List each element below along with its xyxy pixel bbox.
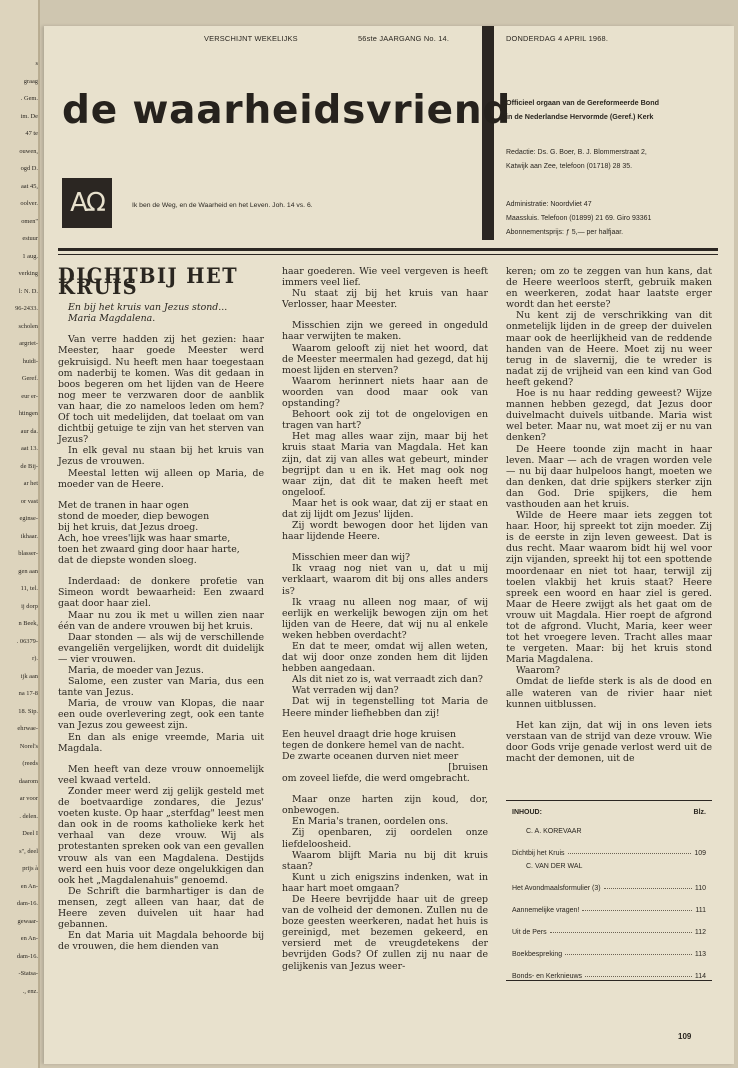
article-paragraph: Zij openbaren, zij oordelen onze liefdeloosheid.	[282, 827, 488, 850]
article-paragraph: En dat te meer, omdat wij allen weten, dat wij door onze zonden hem dit lijden hebben aangedaan.	[282, 641, 488, 675]
alpha-omega-logo: AΩ	[62, 178, 112, 228]
editors-line-2: Katwijk aan Zee, telefoon (01718) 28 35.	[506, 163, 633, 170]
article-paragraph: Zonder meer werd zij gelijk gesteld met de boetvaardige zondares, die Jezus' voeten kuste. Op haar „sterfdag" leest men dan ook in de rooms katholieke kerk het verhaal van deze vrouw. Wij als protestanten spreken ook van een gevallen vrouw als van een Magdalena. Destijds werd een huis voor deze ongelukkigen dan ook het „Magdalenahuis" genoemd.	[58, 785, 264, 886]
article-paragraph: haar goederen. Wie veel vergeven is heeft immers veel lief.	[282, 266, 488, 289]
contents-page: 109	[694, 850, 706, 857]
article-paragraph: En dat Maria uit Magdala behoorde bij de vrouwen, die hem dienden van	[58, 930, 264, 953]
contents-entry	[506, 835, 712, 857]
organ-line-1: Officieel orgaan van de Gereformeerde Bond	[506, 98, 659, 107]
article-paragraph: Maar nu zou ik met u willen zien naar één van de andere vrouwen bij het kruis.	[58, 609, 264, 632]
margin-fragment: estuur	[22, 235, 38, 242]
article-paragraph: Nu staat zij bij het kruis van haar Verlosser, haar Meester.	[282, 288, 488, 311]
verse-line: dat de diepste wonden sloeg.	[58, 555, 197, 567]
article-headline: DICHTBIJ HET KRUIS	[58, 263, 239, 300]
margin-fragment: im. De	[20, 112, 38, 120]
margin-fragment: ikhaar.	[20, 532, 38, 540]
margin-fragment: -Statsa-	[18, 970, 38, 977]
margin-fragment: s	[35, 60, 38, 67]
article-paragraph: Kunt u zich enigszins indenken, wat in haar hart moet omgaan?	[282, 871, 488, 894]
contents-page-label: Blz.	[693, 809, 706, 816]
margin-fragment: gen aan	[18, 567, 38, 575]
contents-page: 113	[694, 951, 706, 958]
article-paragraph: Omdat de liefde sterk is als de dood en alle wateren van de rivier haar niet kunnen uitblussen.	[506, 676, 712, 710]
contents-label: INHOUD:	[512, 809, 542, 816]
margin-fragment: ehrwae-	[17, 725, 38, 732]
contents-title: Boekbespreking	[512, 951, 563, 958]
margin-fragment: omen"	[21, 217, 38, 225]
article-paragraph: Dat wij in tegenstelling tot Maria de Heere minder liefhebben dan zij!	[282, 696, 488, 719]
margin-fragment: . 06379-	[16, 637, 38, 645]
adjacent-page-strip	[0, 0, 40, 1068]
margin-fragment: daarom	[18, 777, 38, 785]
margin-fragment: Norel's	[19, 742, 38, 750]
dot-leader	[582, 910, 692, 911]
margin-fragment: 18. Sip.	[18, 707, 38, 715]
margin-fragment: gewaar-	[17, 917, 38, 925]
margin-fragment: . delen.	[19, 812, 38, 820]
article-paragraph: Misschien zijn we gereed in ongeduld haar verwijten te maken.	[282, 320, 488, 343]
article-paragraph: Ik vraag nog niet van u, dat u mij verklaart, waarom dit bij ons alles anders is?	[282, 563, 488, 597]
margin-fragment: huidi-	[22, 357, 38, 365]
margin-fragment: ij dorp	[21, 602, 38, 610]
margin-fragment: aat 13.	[20, 445, 38, 452]
contents-title: Uit de Pers	[512, 929, 547, 936]
article-paragraph: Ik vraag nu alleen nog maar, of wij eerlijk en werkelijk bewogen zijn om het lijden van de Heere, dat wij nu al enkele weken hebben overdacht?	[282, 596, 488, 641]
article-paragraph: De Schrift die barmhartiger is dan de mensen, zegt alleen van haar, dat de Heere zeven duivelen uit haar had gebannen.	[58, 885, 264, 931]
margin-fragment: verking	[18, 270, 38, 277]
margin-fragment: 47 te	[25, 130, 38, 137]
margin-fragment: Deel I	[22, 830, 38, 837]
margin-fragment: (reeds	[22, 760, 38, 767]
margin-fragment: ogd D.	[20, 165, 38, 172]
verse-line: De zwarte oceanen durven niet meer	[282, 750, 459, 762]
verse-line: Ach, hoe vrees'lijk was haar smarte,	[58, 532, 231, 544]
masthead-rule-thick	[58, 248, 718, 251]
article-paragraph: Hoe is nu haar redding geweest? Wijze mannen hebben gezegd, dat Jezus door duivelmacht duivels uitbande. Maria wist wel beter. Maar nu, wat moet zij er nu van denken?	[506, 388, 712, 444]
organ-line-2: in de Nederlandse Hervormde (Geref.) Kerk	[506, 112, 654, 121]
newspaper-page	[44, 26, 734, 1064]
margin-fragment: or vast	[20, 497, 38, 505]
margin-fragment: ., enz.	[22, 987, 38, 995]
verse-line: tegen de donkere hemel van de nacht.	[282, 739, 465, 751]
margin-fragment: ar het	[23, 480, 38, 487]
article-paragraph: Meestal letten wij alleen op Maria, de moeder van de Heere.	[58, 467, 264, 490]
volume-number: 56ste JAARGANG No. 14.	[358, 34, 450, 43]
margin-fragment: n Beek,	[18, 620, 38, 627]
article-paragraph: De Heere toonde zijn macht in haar leven. Maar — ach de vragen worden vele — nu bij daar hulpeloos hangt, moeten we dan denken, dat drie spijkers sterker zijn dan God. Drie spijkers, die hem vasthouden aan het kruis.	[506, 443, 712, 510]
article-paragraph: Maar het is ook waar, dat zij er staat en dat zij lijdt om Jezus' lijden.	[282, 497, 488, 520]
contents-page: 111	[695, 907, 706, 914]
contents-title: Het Avondmaalsformulier (3)	[512, 885, 601, 892]
dot-leader	[565, 954, 692, 955]
margin-fragment: 11, tel.	[20, 585, 38, 592]
contents-entry	[506, 870, 712, 892]
margin-fragment: eur er-	[21, 392, 38, 400]
margin-fragment: blasser-	[18, 550, 38, 557]
margin-fragment: ar voor	[19, 795, 38, 802]
margin-fragment: l: N. D.	[18, 287, 38, 295]
verse-line: toen het zwaard ging door haar harte,	[58, 544, 240, 556]
admin-line-2: Maassluis. Telefoon (01899) 21 69. Giro 93361	[506, 215, 652, 222]
article-paragraph: keren; om zo te zeggen van hun kans, dat de Heere weerloos sterft, gebruik maken en weerkeren, zodat haar laatste erger wordt dan het eerste?	[506, 266, 712, 311]
article-paragraph: Daar stonden — als wij de verschillende evangeliën vergelijken, wordt dit duidelijk — vier vrouwen.	[58, 631, 264, 665]
article-paragraph: Misschien meer dan wij?	[292, 552, 411, 564]
article-column-2	[282, 266, 488, 972]
contents-box	[506, 800, 712, 981]
contents-title: Bonds- en Kerknieuws	[512, 973, 583, 980]
dot-leader	[604, 888, 692, 889]
margin-fragment: dam-16.	[16, 952, 38, 960]
margin-fragment: scholen	[18, 322, 38, 330]
margin-fragment: ijk aan	[20, 672, 38, 680]
margin-fragment: ouwen,	[19, 147, 38, 155]
article-paragraph: Maria, de vrouw van Klopas, die naar een oude overlevering zegt, ook een tante van Jezus zou geweest zijn.	[58, 698, 264, 732]
contents-entry	[506, 914, 712, 936]
dot-leader	[568, 853, 692, 854]
contents-title: Aannemelijke vragen!	[512, 907, 580, 914]
article-paragraph: Zij wordt bewogen door het lijden van haar lijdende Heere.	[282, 520, 488, 543]
article-paragraph: Waarom gelooft zij niet het woord, dat de Meester meermalen had gezegd, dat hij moest lijden en sterven?	[282, 342, 488, 376]
article-paragraph: Als dit niet zo is, wat verraadt zich dan?	[292, 674, 483, 686]
article-paragraph: Van verre hadden zij het gezien: haar Meester, haar goede Meester werd gekruisigd. Nu heeft men haar toegestaan om naderbij te komen. Was dit gedaan in boos begeren om het lijden van de Heere nog meer te verzwaren door de aanblik van haar, die zo nameloos leden om hem? Of toch uit medelijden, dat toelaat om van dichtbij getuige te zijn van het sterven van Jezus?	[58, 334, 264, 446]
margin-fragment: en An-	[20, 882, 38, 890]
verse-line: stond de moeder, diep bewogen	[58, 510, 210, 522]
verse-line: om zoveel liefde, die werd omgebracht.	[282, 773, 470, 785]
motto: Ik ben de Weg, en de Waarheid en het Leven. Joh. 14 vs. 6.	[132, 202, 313, 209]
article-paragraph: Behoort ook zij tot de ongelovigen en tragen van hart?	[282, 409, 488, 432]
margin-fragment: na 17-8	[18, 690, 38, 697]
contents-page: 114	[694, 973, 706, 980]
verse-line: Een heuvel draagt drie hoge kruisen	[282, 728, 457, 740]
article-paragraph: Waarom?	[516, 665, 561, 677]
margin-fragment: eginse-	[19, 515, 38, 522]
admin-line-1: Administratie: Noordvliet 47	[506, 201, 592, 208]
issue-date: DONDERDAG 4 APRIL 1968.	[506, 34, 609, 43]
article-paragraph: Men heeft van deze vrouw onnoemelijk veel kwaad verteld.	[58, 763, 264, 786]
article-paragraph: Wilde de Heere maar iets zeggen tot haar. Hoor, hij spreekt tot zijn moeder. Zij is de eerste in zijn leven geweest. Dat is dus recht. Maar waarom bidt hij wel voor zijn vijanden, spreekt hij tot een spottende moordenaar en niet tot haar, terwijl zij toelen vlakbij het kruis staat? Heere spreek een woord en haar ziel is gered. Maar de Heere zwijgt als het gaat om de vrouw uit Magdala. Hier roept de afgrond tot de afgrond. Vlucht, Maria, keer weer tot het vroegere leven. Tracht alles maar te vergeten. Maar: bij het kruis stond Maria Magdalena.	[506, 510, 712, 666]
verse-line: Met de tranen in haar ogen	[58, 499, 189, 511]
margin-fragment: de Bij-	[20, 462, 38, 470]
newspaper-title: de waarheidsvriend	[62, 88, 512, 133]
article-paragraph: Het mag alles waar zijn, maar bij het kruis staat Maria van Magdala. Het kan zijn, dat zij van alles wat gebeurt, minder begrijpt dan u en ik. Het mag ook nog waar zijn, dat dit te maken heeft met ongeloof.	[282, 431, 488, 498]
article-paragraph: Maar onze harten zijn koud, dor, onbewogen.	[282, 794, 488, 817]
article-paragraph: Nu kent zij de verschrikking van dit onmetelijk lijden in de greep der duivelen maar ook de heerlijkheid van de reddende handen van de Heere. Moet zij nu weer terug in de slavernij, die te wreder is nadat zij de vrijheid van een kind van God heeft gekend?	[506, 310, 712, 388]
article-paragraph: Inderdaad: de donkere profetie van Simeon wordt bewaarheid: Een zwaard gaat door haar ziel.	[58, 576, 264, 610]
editors-line-1: Redactie: Ds. G. Boer, B. J. Blommerstraat 2,	[506, 149, 647, 156]
contents-entry	[506, 958, 712, 980]
margin-fragment: graag	[23, 77, 38, 85]
epigraph-line-2: Maria Magdalena.	[68, 313, 156, 325]
article-paragraph: Maria, de moeder van Jezus.	[68, 665, 204, 676]
admin-line-3: Abonnementsprijs: ƒ 5,— per halfjaar.	[506, 229, 624, 236]
article-paragraph: Salome, een zuster van Maria, dus een tante van Jezus.	[58, 676, 264, 699]
margin-fragment: aur da.	[20, 427, 38, 435]
margin-fragment: Geref.	[21, 375, 38, 382]
contents-author: C. VAN DER WAL	[526, 863, 583, 870]
margin-fragment: . Gem.	[20, 95, 38, 102]
margin-fragment: prijs à	[22, 865, 38, 872]
weekly-notice: VERSCHIJNT WEKELIJKS	[204, 34, 298, 43]
contents-title: Dichtbij het Kruis	[512, 850, 565, 857]
epigraph-line-1: En bij het kruis van Jezus stond...	[68, 302, 228, 314]
article-paragraph: En Maria's tranen, oordelen ons.	[292, 816, 449, 828]
margin-fragment: 1 aug.	[22, 252, 38, 260]
contents-entry	[506, 936, 712, 958]
article-paragraph: Het kan zijn, dat wij in ons leven iets verstaan van de strijd van deze vrouw. Wie door Gods vrije genade verlost werd uit de macht der demonen, uit de	[506, 719, 712, 765]
article-paragraph: De Heere bevrijdde haar uit de greep van de volheid der demonen. Zullen nu de boze geesten weerkeren, nadat het huis is gereinigd, met bezemen gekeerd, en versierd met de vreugdetekens der bevrijden Gods? Of zullen zij nu naar de gelijkenis van Jezus weer-	[282, 893, 488, 972]
dot-leader	[550, 932, 692, 933]
masthead-rule-thin	[58, 254, 718, 255]
article-column-1	[58, 263, 264, 953]
margin-fragment: htingen	[18, 410, 38, 417]
contents-author: C. A. KOREVAAR	[526, 828, 582, 835]
margin-fragment: aat 45,	[20, 182, 38, 190]
dot-leader	[585, 976, 692, 977]
article-column-3	[506, 266, 712, 764]
article-paragraph: In elk geval nu staan bij het kruis van Jezus de vrouwen.	[58, 445, 264, 468]
margin-fragment: s", deel	[19, 847, 38, 855]
page-number: 109	[678, 1032, 692, 1041]
margin-fragment: oolver.	[20, 200, 38, 207]
article-paragraph: [bruisen	[448, 761, 488, 773]
article-paragraph: Wat verraden wij dan?	[292, 685, 399, 697]
margin-fragment: en An-	[20, 935, 38, 942]
article-paragraph: Waarom blijft Maria nu bij dit kruis staan?	[282, 849, 488, 872]
margin-fragment: dam-16.	[16, 900, 38, 907]
contents-entry	[506, 892, 712, 914]
verse-line: bij het kruis, dat Jezus droeg.	[58, 521, 199, 533]
contents-page: 112	[694, 929, 706, 936]
margin-fragment: argriet-	[19, 340, 38, 347]
margin-fragment: 96-2433.	[15, 305, 38, 312]
contents-page: 110	[694, 885, 706, 892]
masthead-divider	[482, 26, 494, 240]
article-paragraph: En dan als enige vreemde, Maria uit Magdala.	[58, 731, 264, 754]
article-paragraph: Waarom herinnert niets haar aan de woorden van dood maar ook van opstanding?	[282, 375, 488, 410]
margin-fragment: r).	[32, 655, 38, 662]
